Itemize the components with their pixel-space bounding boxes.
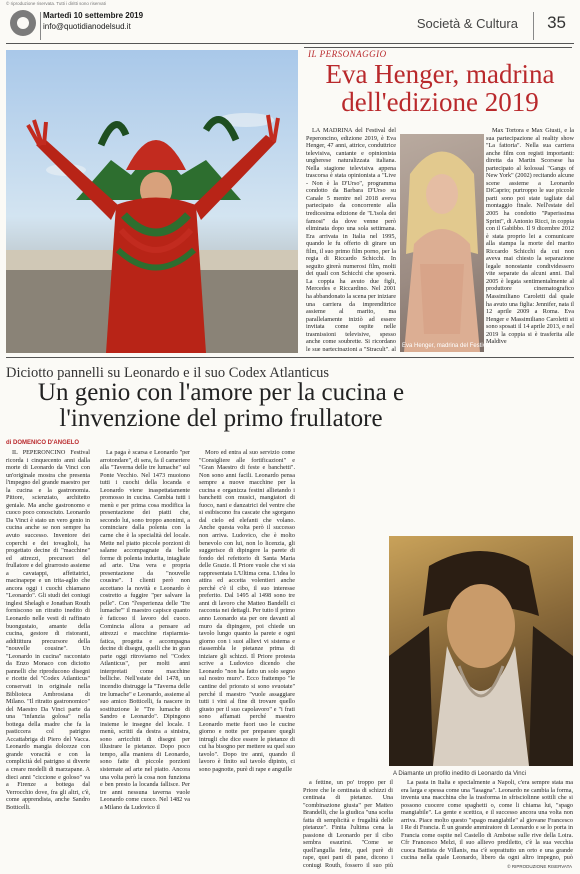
article2-column-1 xyxy=(6,449,90,869)
page-number: 35 xyxy=(547,13,566,32)
header-date: Martedì 10 settembre 2019 xyxy=(43,11,144,20)
article2-column-3-text: Moro ed entra al suo servizio come "Consigliere alle fortificazioni" e "Gran Maestro di feste e banchetti". Non sono anni facili. Leonardo pensa sempre a nuove macchine per la cucina e organizza festini allietando i banchetti con musici, mangiatori di fuoco, nani e danzatrici del ventre che si esibiscono fra cascate che sgorgano dal cielo ed elefanti che volano. Anche questa volta però il successo non arriva. Ludovico, che è molto benevolo con lui, non lo licenzia, gli suggerisce di dipingere la parete di fondo del refettorio di Santa Maria delle Grazie. Il Priore vuole che vi sia rappresentata L'Ultima cena. L'idea lo attira ed accetta volentieri anche perché c'è il cibo, il suo interesse preferito. Dal 1495 al 1498 sono tre anni di lavoro che Matteo Bandelli ci racconta nei dettagli. Per tutto il primo anno Leonardo sta per ore davanti al muro da dipingere, poi chiede un tavolo lungo quanto la parete e ogni giorno con i suoi allievi vi sistema e riassembla le pietanze prima di iniziare gli schizzi. Il Priore protesta scrive a Ludovico dicendo che Leonardo "non ha fatto un solo segno sul nostro muro". Ecco frattempo "le cantine del priorato si sono svuotate" perché il maestro "vuole assaggiare tutti i vini al fine di trovare quello giusto per il suo capolavoro" e "i frati sono affamati perché maestro Leonardo mette fuori uso le cucine giorno e notte per preparare quegli intrugli che dice essere le pietanze di cui ha bisogno per mettere su quel suo tavolo". Dopo tre anni, quando il lavoro è finito sul tavolo dipinto, ci sono pagnotte, purè di rape e anguille xyxy=(199,449,295,773)
header-rule xyxy=(6,43,574,44)
header-email: info@quotidianodelsud.it xyxy=(43,22,131,31)
article2-column-5-text: La pasta in Italia e specialmente a Napoli, c'era sempre stata ma era larga e spessa come una "lasagna". Leonardo ne cambia la forma, inventa una macchina che la trasforma in sfrisciolinne sottili che si possono cuocere come spaghetti o, come li chiama lui, "spago mangiabile". La gente e scettica, e il successo ancora una volta non arriva. Piace molto questo "spago mangiabile" al giovane Francesco I Re di Francia. È un grande ammiratore di Leonardo e se lo porta in Francia come ospite nel Castello di Amboise sulle rive della Loira. Cfr Francesco Melzi, il suo allievo prediletto, c'è la sua vecchia cuoca Battista de Villanis, ma c'è soprattutto un orto e una grande cucina nella quale Leonardo, libero da ogni altro impegno, può xyxy=(401,779,573,861)
article1-title: Eva Henger, madrina dell'edizione 2019 xyxy=(325,59,555,117)
top-notice: © riproduzione riservata. Tutti i diritti sono riservati xyxy=(6,1,106,6)
article2-top-right-space xyxy=(389,449,573,533)
article2-column-3 xyxy=(199,449,295,869)
article1-column-1-text: LA MADRINA del Festival del Peperoncino, edizione 2019, è Eva Henger, 47 anni, attrice, conduttrice televisiva, cantante e opinionista ungherese naturalizzata italiana. Nella stagione televisiva appena trascorsa è stata opinionista a "Live - Non è la D'Urso", programma condotto da Barbara D'Urso su Canale 5 mentre nel 2018 aveva partecipato da concorrente alla tredicesima edizione de "L'isola dei famosi" da dove venne però eliminata dopo una sola settimana. Era arrivata in Italia nel 1995, quando le fu offerto di girare un film, il suo primo film porno, per la regia di Riccardo Schicchi. In seguito girerà numerosi film, molti dei quali con Schicchi che sposerà. La coppia ha avuto due figli, Mercedes e Riccardino. Nel 2001 ha abbandonato la scena per iniziare una carriera da imprenditrice assieme al marito, ma parallelamente iniziò ad essere invitata come ospite nelle trasmissioni televisive, spesso anche come soubrette. Si ricordano le sue partecipazioni a "Stracult", al xyxy=(306,127,396,351)
copyright-note: © RIPRODUZIONE RISERVATA xyxy=(507,864,572,869)
article2-photo-caption: A Diamante un profilo inedito di Leonardo da Vinci xyxy=(393,771,526,777)
article2-column-4 xyxy=(303,779,393,869)
festival-mascot-photo xyxy=(6,50,298,353)
article2-column-4-text: a fettine, un po' troppo per il Priore che le centinaia di schizzi di centinaia di pietanze. Una "combinazione giusta" per Matteo Brandelli, che la giudica "una scelta fatta di semplicità e frugalità delle pietanze". Finita l'ultima cena la passione di Leonardo per il cibo sembra esaurirsi. "Come se quell'angulla fette, quel purè di rape, quei pani di pane, dicono i coniugi Routh, fossero il suo più xyxy=(303,779,393,869)
page-header xyxy=(6,4,574,44)
article1-column-2-text: Max Tortora e Max Giusti, e la sua partecipazione al reality show "La fattoria". Nella sua carriera anche film con registi importanti: diretta da Martin Scorsese ha partecipato al kolossal "Gangs of New York" (2002) recitando alcune scene assieme a Leonardo DiCaprio; purtroppo le sue piccole parti sono poi state tagliate dal montaggio finale. Nell'estate del 2005 ha condotto "Paperissima Sprint", di Antonio Ricci, in coppia con il Gabibbo. Il 9 dicembre 2012 è stata proprio lei a comunicare alla stampa la morte del marito Riccardo Schicchi da cui non aveva mai chiesto la separazione legale nonostante condividessero vite separate da alcuni anni. Dal 2005 è legata sentimentalmente al produttore cinematografico Massimiliano Caroletti dal quale ha avuto una figlia: Jennifer, nata il 12 aprile 2009 a Roma. Eva Henger e Massimiliano Caroletti si sono sposati il 14 aprile 2013, e nel 2019 la coppia si è trasferita alle Maldive xyxy=(486,127,574,346)
article2-column-5 xyxy=(401,779,573,861)
article-divider xyxy=(6,357,574,358)
article2-subtitle: Diciotto pannelli su Leonardo e il suo Codex Atlanticus xyxy=(6,365,329,381)
article1-photo-caption: Eva Henger, madrina del Festival xyxy=(402,343,491,349)
article2-byline: di DOMENICO D'ANGELO xyxy=(6,440,80,446)
article2-column-2 xyxy=(100,449,190,869)
newspaper-logo-icon xyxy=(10,10,36,36)
article2-title: Un genio con l'amore per la cucina e l'invenzione del primo frullatore xyxy=(37,379,405,432)
article1-column-1 xyxy=(306,127,396,351)
article1-kicker: IL PERSONAGGIO xyxy=(308,49,387,59)
article2-column-1-text: IL PEPERONCINO Festival ricorda i cinquecento anni dalla morte di Leonardo da Vinci con un'originale mostra che presenta l'impegno del grande maestro per la cucina e la gastronomia. Pittore, scienziato, architetto geniale. Ma anche gastronomo e cuoco poco conosciuto. Leonardo Da Vinci è stato un vero genio in cucina anche se non sempre ha avuto successo. Inventore dei coperchi e dei tovaglioli, ha progettato decine di "macchine" ed attrezzi, precursori del frullatore e del girarrosto assieme a cavatappi, affettatrici, macinapepe e un trita-aglio che ancora oggi i cuochi chiamano "Leonardo". Gli studi dei coniugi inglesi Shelagh e Jonathan Routh forniscono un ritratto inedito di Leonardo nelle vesti di raffinato buongustaio, amante della cucina, gestore di ristoranti, additittura precursore della "nouvelle cousine". Un "Leonardo in cucina" raccontato da Enzo Monaco con diciotto pannelli che riproducono disegni e ricette del "Codex Atlanticus" conservati in originale nella Biblioteca Ambrosiana di Milano. "Il ritratto gastronomico" del Maestro Da Vinci parte da una "infanzia golosa" nella bottega della madre che fa la pasticcera col patrigno Accattabriga di Piero del Vacca. Leonardo mangia dolcezze con grande voracità e con la complicità del patrigno si diverte a creare modelli di marzapane. A dieci anni "ciccione e goloso" va a Firenze a bottega dal Verrocchio dove, fra gli altri, c'è, come apprendista, anche Sandro Botticelli. xyxy=(6,449,90,811)
header-meta xyxy=(43,10,143,32)
leonardo-portrait-photo xyxy=(389,536,573,766)
section-name: Società & Cultura xyxy=(416,16,518,31)
eva-henger-photo xyxy=(400,134,484,352)
header-divider-right xyxy=(533,12,534,40)
article2-column-2-text: La paga è scarsa e Leonardo "per arrotondare", di sera, fa il cameriere alla "Taverna delle tre lumache" sul Ponte Vecchio. Nel 1473 muoiono tutti i cuochi della locanda e Leonardo viene inaspettatamente promosso in cucina. Cambia tutti i menù e per prima cosa modifica la presentazione dei piatti che, secondo lui, sono troppo anonimi, a cominciare dalla polenta con la carne che è la specialità del locale. Mette nel piatto piccole porzioni di salame accompagnate da belle forme di polenta indurita, intagliate ad arte. Una vera e propria presentazione da "nouvelle cousine". I clienti però non accettano la novità e Leonardo è costretto a fuggire "per salvare la pelle". Con "l'esperienza delle 'Tre lumache'" il maestro capisce quanto è faticoso il lavoro del cuoco. Comincia allora a pensare ad attrezzi e macchine rispiarmia-fatica, progetta e accompagna decine di disegni, quelli che in gran parte oggi ritroviamo nel "Codex Atlanticus", per molti anni interpretati come macchine belliche. Nell'estate del 1478, un incendio distrugge la "Taverna delle tre lumache" e Leonardo, assieme al suo amico Botticelli, fa nascere in sostituzione le "Tre lumache di Sandro e Leonardo". Dipingono insieme le insegne del locale. I menù, scritti da destra a sinistra, sono arricchiti di disegni per illustrare le pietanze. Dopo poco tempo, alla maniera di Leonardo, sono fatte di piccole porzioni sistemate ad arte nel piatto. Ancora una volta però la cosa non funziona e ben presto la locanda fallisce. Per tre anni nessuna taverna vuole Leonardo come cuoco. Nel 1482 va a Milano da Ludovico il xyxy=(100,449,190,811)
header-divider xyxy=(40,12,41,40)
article1-column-2 xyxy=(486,127,574,351)
